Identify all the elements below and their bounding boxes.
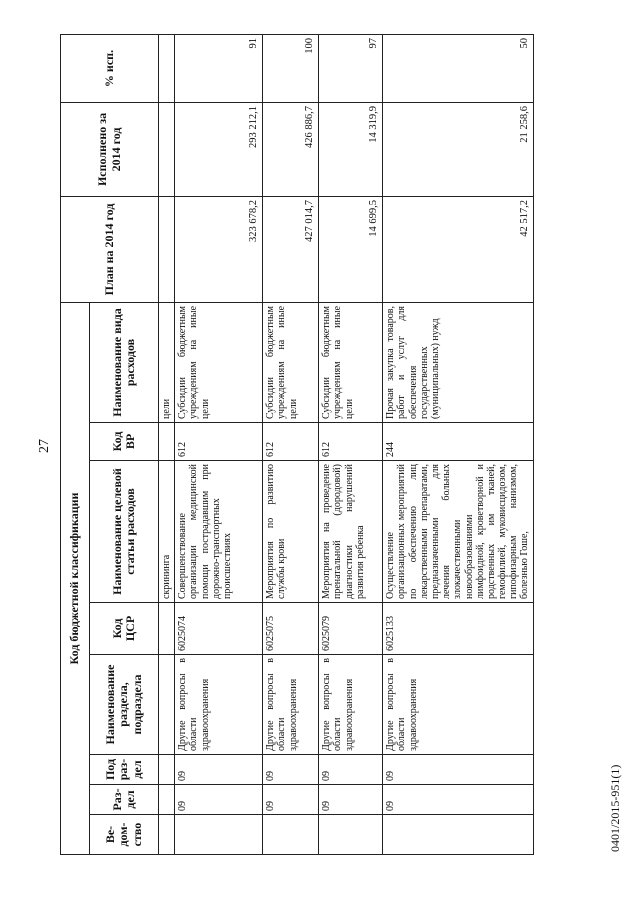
cell-razdel: 09 bbox=[383, 785, 533, 815]
cell-podrazdel: 09 bbox=[263, 755, 319, 785]
cell-vr bbox=[159, 423, 175, 461]
header-csr-name: Наименование целевой статьи расходов bbox=[90, 461, 159, 603]
cell-razdel: 09 bbox=[319, 785, 383, 815]
header-percent: % исп. bbox=[61, 34, 159, 102]
cell-podrazdel: 09 bbox=[383, 755, 533, 785]
cell-fact: 293 212,1 bbox=[175, 102, 263, 196]
page-number: 27 bbox=[37, 439, 52, 453]
cell-fact: 14 319,9 bbox=[319, 102, 383, 196]
cell-podrazdel: 09 bbox=[319, 755, 383, 785]
cell-ved bbox=[319, 815, 383, 855]
cell-csr bbox=[159, 603, 175, 655]
cell-razdel-name: Другие вопросы в области здравоохранения bbox=[175, 655, 263, 755]
cell-vr-name: Субсидии бюджетным учреждениям на иные цели bbox=[175, 302, 263, 422]
cell-plan bbox=[159, 196, 175, 302]
cell-podrazdel bbox=[159, 755, 175, 785]
cell-razdel bbox=[159, 785, 175, 815]
table-row bbox=[263, 34, 319, 854]
header-fact: Исполнено за 2014 год bbox=[61, 102, 159, 196]
header-razdel: Раз- дел bbox=[90, 785, 159, 815]
cell-vr: 244 bbox=[383, 423, 533, 461]
cell-vr-name: Субсидии бюджетным учреждениям на иные цели bbox=[319, 302, 383, 422]
cell-csr-name: Совершенствование организации медицинской помощи пострадавшим при дорожно-транспортных происшествиях bbox=[175, 461, 263, 603]
cell-razdel-name bbox=[159, 655, 175, 755]
cell-vr-name: Субсидии бюджетным учреждениям на иные цели bbox=[263, 302, 319, 422]
cell-fact bbox=[159, 102, 175, 196]
document-code: 0401/2015-951(1) bbox=[608, 764, 622, 852]
cell-ved bbox=[383, 815, 533, 855]
cell-razdel: 09 bbox=[263, 785, 319, 815]
table-row bbox=[383, 34, 533, 854]
cell-csr: 6025074 bbox=[175, 603, 263, 655]
header-podrazdel: Под раз- дел bbox=[90, 755, 159, 785]
classification-group-header: Код бюджетной классификации bbox=[61, 302, 90, 854]
cell-razdel: 09 bbox=[175, 785, 263, 815]
cell-podrazdel: 09 bbox=[175, 755, 263, 785]
table-row bbox=[175, 34, 263, 854]
cell-percent: 100 bbox=[263, 34, 319, 102]
cell-csr-name: Осуществление организационных мероприятий по обеспечению лиц лекарственными препаратами, предназначенными для лечения больных злокачественными новообразованиями лимфоидной, кроветворной и родственных им тканей, гемофилией, муковисцидозом, гипофизарным нанизмом, болезнью Гоше, bbox=[383, 461, 533, 603]
cell-vr-name: цели bbox=[159, 302, 175, 422]
cell-vr: 612 bbox=[175, 423, 263, 461]
cell-razdel-name: Другие вопросы в области здравоохранения bbox=[263, 655, 319, 755]
cell-ved bbox=[175, 815, 263, 855]
table-row bbox=[159, 34, 175, 854]
cell-razdel-name: Другие вопросы в области здравоохранения bbox=[383, 655, 533, 755]
cell-plan: 14 699,5 bbox=[319, 196, 383, 302]
cell-vr-name: Прочая закупка товаров, работ и услуг для обеспечения государственных (муниципальных) нужд bbox=[383, 302, 533, 422]
cell-fact: 21 258,6 bbox=[383, 102, 533, 196]
cell-ved bbox=[159, 815, 175, 855]
cell-vr: 612 bbox=[263, 423, 319, 461]
cell-percent: 97 bbox=[319, 34, 383, 102]
cell-plan: 42 517,2 bbox=[383, 196, 533, 302]
cell-plan: 323 678,2 bbox=[175, 196, 263, 302]
header-razdel-name: Наименование раздела, подраздела bbox=[90, 655, 159, 755]
rotated-page-content bbox=[60, 35, 620, 855]
cell-percent: 50 bbox=[383, 34, 533, 102]
cell-razdel-name: Другие вопросы в области здравоохранения bbox=[319, 655, 383, 755]
cell-csr: 6025075 bbox=[263, 603, 319, 655]
cell-vr: 612 bbox=[319, 423, 383, 461]
cell-csr: 6025079 bbox=[319, 603, 383, 655]
cell-percent bbox=[159, 34, 175, 102]
header-ved: Ве- дом- ство bbox=[90, 815, 159, 855]
budget-table bbox=[60, 34, 534, 855]
cell-csr-name: скрининга bbox=[159, 461, 175, 603]
cell-csr-name: Мероприятия по развитию службы крови bbox=[263, 461, 319, 603]
cell-fact: 426 886,7 bbox=[263, 102, 319, 196]
cell-percent: 91 bbox=[175, 34, 263, 102]
cell-ved bbox=[263, 815, 319, 855]
header-vr: Код ВР bbox=[90, 423, 159, 461]
header-vr-name: Наименование вида расходов bbox=[90, 302, 159, 422]
cell-csr: 6025133 bbox=[383, 603, 533, 655]
table-row bbox=[319, 34, 383, 854]
header-plan: План на 2014 год bbox=[61, 196, 159, 302]
cell-plan: 427 014,7 bbox=[263, 196, 319, 302]
cell-csr-name: Мероприятия на проведение пренатальной (дородовой) диагностики нарушений развития ребенка bbox=[319, 461, 383, 603]
header-csr: Код ЦСР bbox=[90, 603, 159, 655]
